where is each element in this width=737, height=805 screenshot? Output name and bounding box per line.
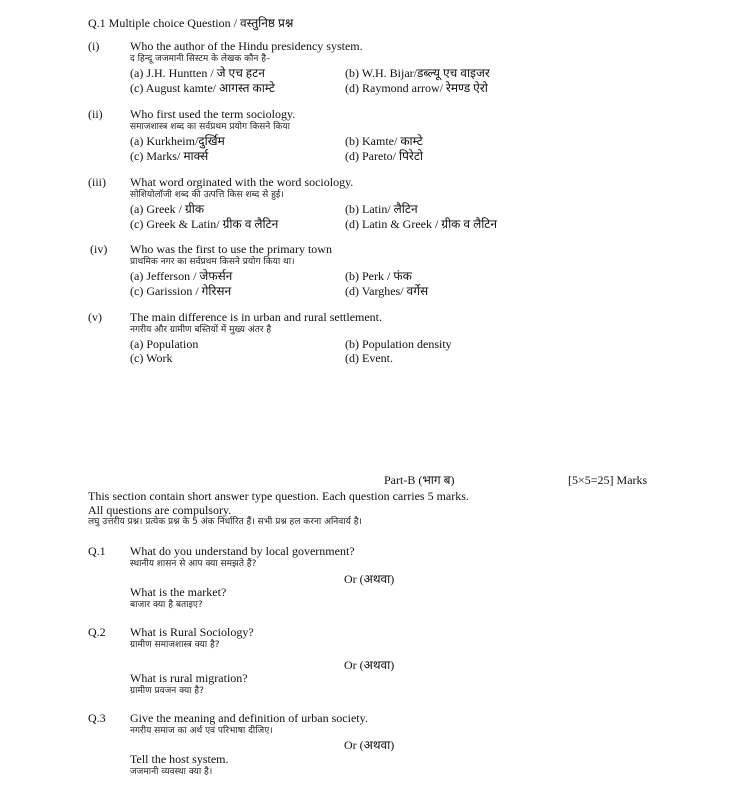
question-text: What do you understand by local government? [130,544,355,558]
or-label: Or (अथवा) [344,572,395,586]
part-b-instruction-1: This section contain short answer type question. Each question carries 5 marks. [88,489,469,503]
question-number: (v) [88,310,102,324]
option-c: (c) Marks/ मार्क्स [130,149,209,163]
question-text: What word orginated with the word sociology. [130,175,354,189]
option-d: (d) Event. [345,351,393,365]
option-b: (b) W.H. Bijar/डब्ल्यू एच वाइजर [345,66,490,80]
alternate-question-hindi: जजमानी व्यवस्था क्या है। [130,767,213,777]
option-c: (c) August kamte/ आगस्त काम्टे [130,81,275,95]
question-number: Q.3 [88,711,106,725]
question-text: Give the meaning and definition of urban society. [130,711,368,725]
question-text: Who was the first to use the primary town [130,242,332,256]
option-b: (b) Perk / फंक [345,269,412,283]
or-label: Or (अथवा) [344,738,395,752]
part-b-instruction-2: All questions are compulsory. [88,503,232,517]
part-b-title: Part-B (भाग ब) [384,473,455,487]
option-a: (a) Population [130,337,199,351]
question-text-hindi: द हिन्दू जजमानी सिस्टम के लेखक कौन है– [130,54,271,64]
alternate-question-hindi: ग्रामीण प्रवजन क्या है? [130,686,204,696]
question-text-hindi: प्राथमिक नगर का सर्वप्रथम किसने प्रयोग किया था। [130,257,295,267]
alternate-question-text: What is the market? [130,585,227,599]
question-text-hindi: नगरीय समाज का अर्थ एवं परिभाषा दीजिए। [130,726,273,736]
section-a-heading: Q.1 Multiple choice Question / वस्तुनिष्ठ प्रश्न [88,16,294,30]
question-number: (iv) [90,242,108,256]
option-d: (d) Raymond arrow/ रेमण्ड ऐरो [345,81,488,95]
option-c: (c) Garission / गेरिसन [130,284,232,298]
question-text: The main difference is in urban and rural settlement. [130,310,383,324]
part-b-instruction-hindi: लघु उत्तरीय प्रश्न। प्रत्येक प्रश्न के 5 अंक निर्धारित हैं। सभी प्रश्न हल करना अनिवार्य है। [88,517,362,527]
alternate-question-hindi: बाजार क्या है बताइए? [130,600,203,610]
part-b-marks: [5×5=25] Marks [568,473,648,487]
question-number: (ii) [88,107,103,121]
question-text-hindi: ग्रामीण समाजशास्त्र क्या है? [130,640,220,650]
option-b: (b) Kamte/ काम्टे [345,134,423,148]
or-label: Or (अथवा) [344,658,395,672]
alternate-question-text: Tell the host system. [130,752,229,766]
option-c: (c) Greek & Latin/ ग्रीक व लैटिन [130,217,279,231]
question-text: Who the author of the Hindu presidency system. [130,39,363,53]
question-number: Q.1 [88,544,106,558]
alternate-question-text: What is rural migration? [130,671,248,685]
option-d: (d) Varghes/ वर्गेस [345,284,429,298]
question-text-hindi: स्थानीय शासन से आप क्या समझते हैं? [130,559,257,569]
option-a: (a) Greek / ग्रीक [130,202,205,216]
question-text: What is Rural Sociology? [130,625,254,639]
option-d: (d) Pareto/ पिरेटो [345,149,423,163]
question-text: Who first used the term sociology. [130,107,296,121]
option-b: (b) Latin/ लैटिन [345,202,418,216]
option-d: (d) Latin & Greek / ग्रीक व लैटिन [345,217,498,231]
option-a: (a) Jefferson / जेफर्सन [130,269,233,283]
question-number: (iii) [88,175,106,189]
question-number: (i) [88,39,100,53]
question-text-hindi: समाजशास्त्र शब्द का सर्वप्रथम प्रयोग किसने किया [130,122,290,132]
question-text-hindi: नगरीय और ग्रामीण बस्तियों में मुख्य अंतर है [130,325,272,335]
question-text-hindi: सोशियोलॉजी शब्द की उत्पत्ति किस शब्द से हुई। [130,190,284,200]
option-c: (c) Work [130,351,173,365]
option-b: (b) Population density [345,337,452,351]
question-number: Q.2 [88,625,106,639]
option-a: (a) J.H. Huntten / जे एच हटन [130,66,265,80]
option-a: (a) Kurkheim/दुर्खिम [130,134,225,148]
